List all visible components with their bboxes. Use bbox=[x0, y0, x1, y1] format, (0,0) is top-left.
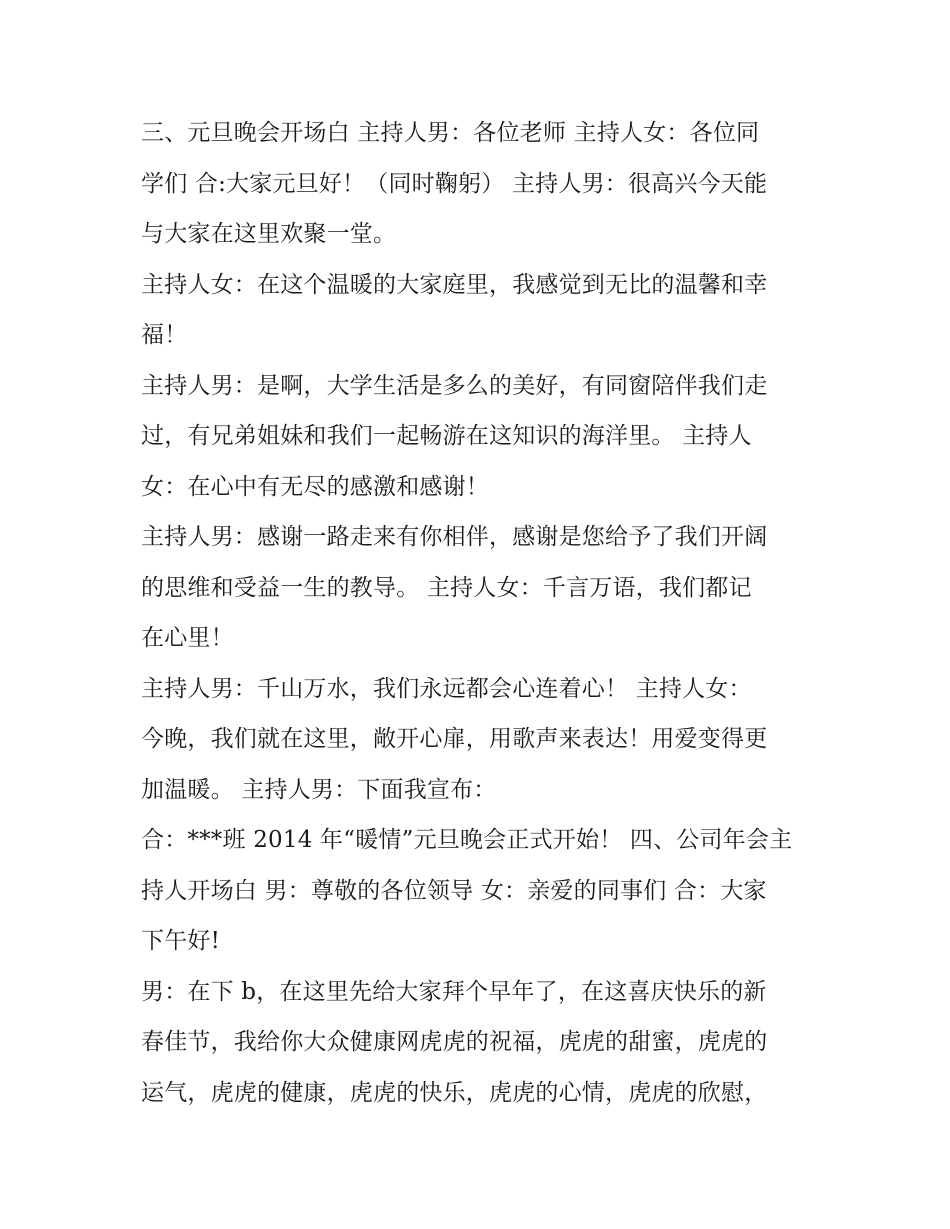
text-line: 三、元旦晚会开场白 主持人男：各位老师 主持人女：各位同 bbox=[141, 120, 760, 146]
text-line: 加温暖。 主持人男：下面我宣布： bbox=[141, 776, 497, 803]
text-line: 在心里！ bbox=[141, 625, 234, 651]
text-line: 女：在心中有无尽的感激和感谢！ bbox=[141, 473, 489, 500]
text-line: 的思维和受益一生的教导。 主持人女：千言万语，我们都记 bbox=[141, 574, 752, 601]
text-line: 持人开场白 男：尊敬的各位领导 女：亲爱的同事们 合：大家 bbox=[141, 877, 767, 904]
text-line: 学们 合:大家元旦好！（同时鞠躬） 主持人男：很高兴今天能 bbox=[141, 170, 768, 197]
text-line: 春佳节，我给你大众健康网虎虎的祝福，虎虎的甜蜜，虎虎的 bbox=[141, 1029, 768, 1055]
text-line: 主持人女：在这个温暖的大家庭里，我感觉到无比的温馨和幸 bbox=[141, 271, 768, 298]
text-line: 下午好! bbox=[141, 928, 221, 954]
text-line: 主持人男：千山万水，我们永远都会心连着心！ 主持人女： bbox=[141, 675, 752, 702]
text-line: 运气，虎虎的健康，虎虎的快乐，虎虎的心情，虎虎的欣慰， bbox=[141, 1079, 768, 1106]
text-line: 今晚，我们就在这里，敞开心扉，用歌声来表达！用爱变得更 bbox=[141, 726, 768, 752]
document-body bbox=[141, 108, 813, 1118]
text-line: 过，有兄弟姐妹和我们一起畅游在这知识的海洋里。 主持人 bbox=[141, 423, 752, 449]
text-line: 与大家在这里欢聚一堂。 bbox=[141, 221, 397, 247]
text-line: 男：在下 b，在这里先给大家拜个早年了，在这喜庆快乐的新 bbox=[141, 978, 767, 1005]
text-line: 福！ bbox=[141, 322, 188, 348]
text-line: 主持人男：感谢一路走来有你相伴，感谢是您给予了我们开阔 bbox=[141, 524, 768, 550]
text-line: 主持人男：是啊，大学生活是多么的美好，有同窗陪伴我们走 bbox=[141, 372, 768, 399]
text-line: 合：***班 2014 年“暖情”元旦晚会正式开始！ 四、公司年会主 bbox=[141, 827, 793, 853]
